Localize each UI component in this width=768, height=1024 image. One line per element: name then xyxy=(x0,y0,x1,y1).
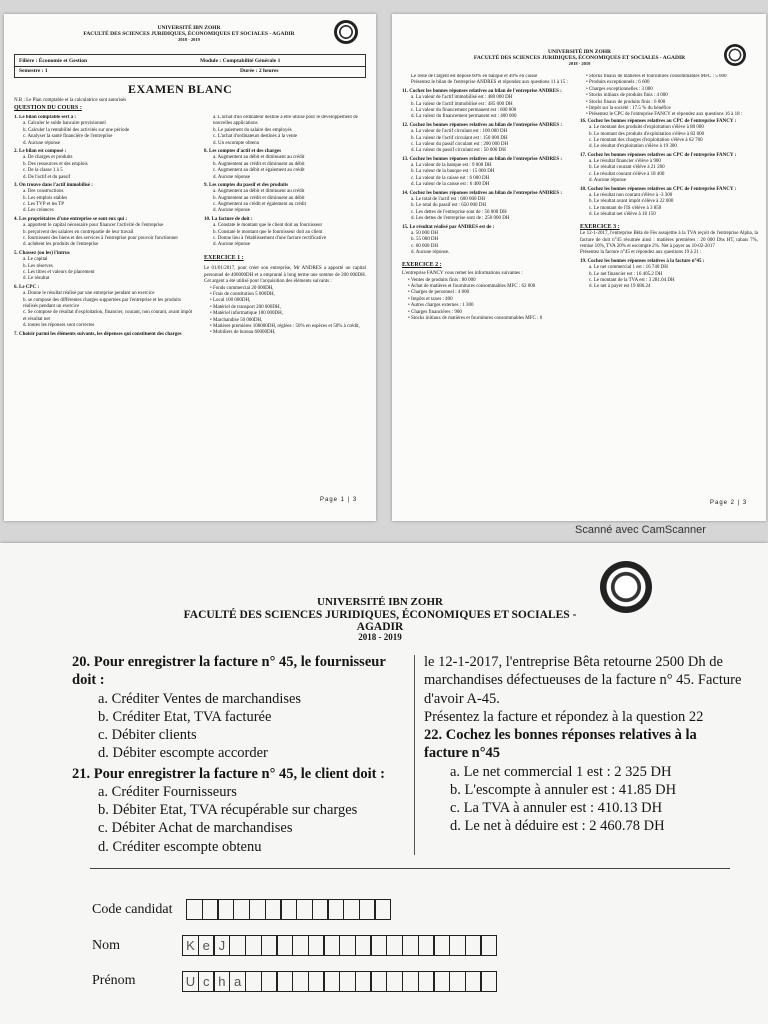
answer-option[interactable]: b. Calculer la rentabilité des activités sur une période xyxy=(23,127,130,133)
answer-option[interactable]: a. De charges et produits xyxy=(23,155,73,161)
questions-right-column xyxy=(424,653,742,863)
answer-option[interactable]: c. Les TVP et les TP xyxy=(23,202,65,208)
question-heading: 18. Cochez les bonnes réponses relatives au CPC de l'entreprise FANCY : xyxy=(580,186,737,192)
answer-option[interactable]: a. Créditer Fournisseurs xyxy=(98,783,237,800)
letter-box[interactable] xyxy=(465,935,482,956)
answer-option[interactable]: b. Le net financier est : 16 405.2 DH xyxy=(589,271,663,277)
answer-option[interactable]: b. Créditer Etat, TVA facturée xyxy=(98,708,272,725)
exercice-item: • Stocks initiaux de matières et fournitures consommables MFC : 0 xyxy=(408,315,543,321)
answer-option[interactable]: c. Augmentent au débit et également au crédit xyxy=(213,168,305,174)
letter-box[interactable] xyxy=(233,899,250,920)
question-heading: 9. Les comptes du passif et des produits xyxy=(204,182,289,188)
question-heading: 3. On trouve dans l'actif immobilisé : xyxy=(14,182,93,188)
letter-box[interactable] xyxy=(249,899,266,920)
letter-box[interactable] xyxy=(312,899,329,920)
nb-note: N.B : Le Plan comptable et la calculatrice sont autorisés xyxy=(14,98,127,103)
page-footer: Page 1 | 3 xyxy=(320,497,358,503)
letter-box[interactable] xyxy=(308,971,325,992)
answer-option[interactable]: d. La valeur du passif circulant est : 50 000 DH xyxy=(411,148,506,154)
faculty-name: FACULTÉ DES SCIENCES JURIDIQUES, ÉCONOMIQUES ET SOCIALES - AGADIR xyxy=(83,30,295,37)
letter-box[interactable] xyxy=(386,935,403,956)
letter-box[interactable] xyxy=(292,971,309,992)
letter-box[interactable] xyxy=(276,935,293,956)
exercice-3-text: Le 12-1-2017, l'entreprise Bêta de Fès assujettie à la TVA reçoit de l'entreprise Alpha, la facture de doit n°45 résumée ainsi : matières premières : 20 000 Dhs HT, rabais 7%, remise 10%, TVA 20% et escompte 2%. Net à payer au 10-02-2017 xyxy=(580,231,758,250)
question-heading: 4. Les propriétaires d'une entreprise se sont eux qui : xyxy=(14,216,128,222)
answer-option[interactable]: d. La valeur de la caisse est : 6 400 DH xyxy=(411,182,490,188)
questions-left-column xyxy=(14,115,196,505)
answer-option[interactable]: a. Le montant des produits d'exploitation s'élève à 80 000 xyxy=(589,125,704,131)
academic-year: 2018 - 2019 xyxy=(178,36,200,42)
question-heading: 16. Cochez les bonnes réponses relatives au CPC de l'entreprise FANCY : xyxy=(580,118,737,124)
letter-box[interactable] xyxy=(339,935,356,956)
answer-option[interactable]: d. Le net à déduire est : 2 460.78 DH xyxy=(450,818,665,835)
exercice-item: • Stocks finaux de produits finis : 6 000 xyxy=(586,99,666,105)
exercice-item: • Matériel de transport 200 000DH, xyxy=(210,304,281,310)
answer-option[interactable]: c. La valeur de la caisse est : 6 000 DH xyxy=(411,175,490,181)
letter-box[interactable] xyxy=(465,971,482,992)
answer-option[interactable]: d. Débiter escompte accorder xyxy=(98,745,268,762)
answer-option[interactable]: b. Débiter Etat, TVA récupérable sur charges xyxy=(98,802,358,819)
letter-box[interactable] xyxy=(402,935,419,956)
answer-option[interactable]: d. Aucune réponse xyxy=(589,178,627,184)
exercice-item: • Autres charges externes : 1 300 xyxy=(408,303,474,309)
letter-box[interactable] xyxy=(355,935,372,956)
question-heading: 7. Choisir parmi les éléments suivants, les dépenses qui constituent des charges xyxy=(14,331,182,337)
letter-box[interactable] xyxy=(261,971,278,992)
letter-box[interactable] xyxy=(186,899,203,920)
question-heading: 17. Cochez les bonnes réponses relatives au CPC de l'entreprise FANCY : xyxy=(580,152,737,158)
exercice-item: • Présentez le CPC de l'entreprise FANCY et répondez aux questions 16 à 18 : xyxy=(586,112,743,118)
university-seal-icon xyxy=(600,561,652,613)
module: Module : Comptabilité Générale 1 xyxy=(200,58,281,64)
university-name: UNIVERSITÉ IBN ZOHR xyxy=(317,596,443,608)
answer-option[interactable]: b. Le montant des produits d'exploitation s'élève à 82 000 xyxy=(589,131,705,137)
letter-box[interactable] xyxy=(418,971,435,992)
letter-box[interactable] xyxy=(323,971,340,992)
exercice-item: • Charges exceptionnelles : 3 000 xyxy=(586,86,653,92)
answer-option[interactable]: a. Augmentent au débit et diminuent au crédit xyxy=(213,189,305,195)
answer-option[interactable]: a. Constate le montant que le client doit au fournisseur xyxy=(213,223,323,229)
answer-option[interactable]: d. Aucune réponse xyxy=(213,208,251,214)
answer-option[interactable]: c. Débiter clients xyxy=(98,727,197,744)
exercice-item: • Marchandise 50 000DH, xyxy=(210,317,263,323)
answer-option[interactable]: d. Aucune réponse xyxy=(213,174,251,180)
answer-option[interactable]: c. Le montant des charges d'exploitation s'élève à 62 700 xyxy=(589,137,703,143)
exercice-item: • Matériel informatique 100 000DH, xyxy=(210,311,283,317)
answer-option[interactable]: a. Des constructions xyxy=(23,189,64,195)
answer-option[interactable]: a. La valeur de la banque est : 9 000 DH xyxy=(411,163,492,169)
answer-option[interactable]: c. Donne lieu à l'établissement d'une facture rectificative xyxy=(213,236,327,242)
answer-option[interactable]: a. Calculer le solde bancaire provisionnel xyxy=(23,121,106,127)
exercice-1-text: Le 01/01/2017, pour créer son entreprise, Mr ANDRES a apporté un capital personnel de 400000DH et a emprunté à long terme une somme de 200 000DH. Cet argent a été utilisé pour l'acquisition des éléments suivants : xyxy=(204,266,366,285)
answer-option[interactable]: d. Aucune réponse xyxy=(213,242,251,248)
academic-year: 2018 - 2019 xyxy=(358,631,402,642)
answer-option[interactable]: b. Le résultat courant s'élève à 21 200 xyxy=(589,165,665,171)
questions-left-column xyxy=(72,653,402,863)
answer-option[interactable]: b. La valeur de l'actif circulant est : 150 000 DH xyxy=(411,135,508,141)
answer-option[interactable]: b. 55 000 DH xyxy=(411,237,439,243)
letter-box[interactable] xyxy=(339,971,356,992)
exercice-item: • Achat de matières et fournitures consommables MFC : 62 000 xyxy=(408,284,536,289)
answer-option[interactable]: a. La valeur de l'actif circulant est : 100 000 DH xyxy=(411,129,508,135)
answer-option[interactable]: d. Le résultat xyxy=(23,276,50,282)
exercice-item: • Fonds commercial 20 000DH, xyxy=(210,285,274,291)
semestre: Semestre : 1 xyxy=(19,68,48,74)
prenom-label: Prénom xyxy=(92,973,136,988)
letter-box[interactable] xyxy=(480,971,497,992)
exercice-item: • Stocks finaux de matières et fournitures consommables MFC : 5 000 xyxy=(586,74,727,79)
answer-option[interactable]: b. Augmentent au crédit et diminuent au débit xyxy=(213,161,305,167)
exercice-item: • Impôt sur la société : 17.5 % du bénéfice xyxy=(586,105,671,111)
exercice-item: • Ventes de produits finis : 80 000 xyxy=(408,277,476,283)
answer-option[interactable]: c. Le résultat courant s'élève à 18 400 xyxy=(589,171,665,177)
question-heading: 12. Cochez les bonnes réponses relatives au bilan de l'entreprise ANDRES : xyxy=(402,122,563,128)
letter-box[interactable]: a xyxy=(229,971,246,992)
question-22: 22. Cochez les bonnes réponses relatives à la facture n°45 xyxy=(424,727,697,762)
duree: Durée : 2 heures xyxy=(240,68,279,74)
page-header xyxy=(432,50,727,66)
exercice-item: • Local 100 000DH, xyxy=(210,298,251,304)
exercice-item: • Impôts et taxes : 400 xyxy=(408,296,453,302)
exercice-item: • Mobiliers de bureau 60000DH, xyxy=(210,330,276,336)
question-20: 20. Pour enregistrer la facture n° 45, le fournisseur doit : xyxy=(72,654,386,689)
question-heading: 13. Cochez les bonnes réponses relatives au bilan de l'entreprise ANDRES : xyxy=(402,156,563,162)
avoir-text: le 12-1-2017, l'entreprise Bêta retourne 2500 Dh de marchandises défectueuses de la facture n° 45. Facture d'avoir A-45. xyxy=(424,654,742,707)
letter-box[interactable] xyxy=(359,899,376,920)
letter-box[interactable] xyxy=(355,971,372,992)
answer-option[interactable]: c. L'achat d'ordinateurs destinés à la vente xyxy=(213,134,298,140)
letter-box[interactable]: U xyxy=(182,971,199,992)
prenom-field[interactable] xyxy=(182,971,496,992)
letter-box[interactable] xyxy=(327,899,344,920)
answer-option[interactable]: a. Le total de l'actif est : 600 000 DH xyxy=(411,197,485,203)
answer-option[interactable]: a. 50 000 DH xyxy=(411,230,438,236)
answer-option[interactable]: a. La valeur de l'actif immobilisé est : 480 000 DH xyxy=(411,95,513,101)
letter-box[interactable] xyxy=(276,971,293,992)
question-heading: 8. Les comptes d'actif et des charges xyxy=(204,148,282,154)
exercice-3-title: EXERCICE 3 : xyxy=(580,223,620,230)
exercice-item: • Produits exceptionnels : 6 600 xyxy=(586,80,650,86)
answer-option[interactable]: d. Aucune réponse xyxy=(23,140,61,146)
question-heading: 11. Cochez les bonnes réponses relatives au bilan de l'entreprise ANDRES : xyxy=(402,88,562,94)
letter-box[interactable] xyxy=(449,935,466,956)
letter-box[interactable] xyxy=(402,971,419,992)
faculty-name: FACULTÉ DES SCIENCES JURIDIQUES, ÉCONOMIQUES ET SOCIALES - AGADIR xyxy=(183,608,577,633)
letter-box[interactable]: J xyxy=(213,935,230,956)
letter-box[interactable] xyxy=(292,935,309,956)
page-header xyxy=(160,597,600,642)
letter-box[interactable] xyxy=(217,899,234,920)
answer-option[interactable]: c. De la classe 1 à 5 xyxy=(23,168,63,174)
answer-option[interactable]: b. L'escompte à annuler est : 41.85 DH xyxy=(450,781,677,798)
answer-option[interactable]: b. perçoivent des salaires en contrepartie de leur travail xyxy=(23,229,134,235)
answer-option[interactable]: b. Le paiement du salaire des employés xyxy=(213,127,292,133)
letter-box[interactable] xyxy=(480,935,497,956)
page-footer: Page 2 | 3 xyxy=(710,500,748,506)
answer-option[interactable]: c. La valeur du financement permanent est : 600 000 xyxy=(411,107,517,113)
answer-option[interactable]: d. toutes les réponses sont correctes xyxy=(23,323,95,329)
letter-box[interactable] xyxy=(433,935,450,956)
exam-page-2 xyxy=(392,14,766,521)
exercice-item: • Stocks initiaux de produits finis : 4 000 xyxy=(586,93,668,99)
answer-option[interactable]: d. Un escompte obtenu xyxy=(213,140,260,146)
info-box xyxy=(14,54,366,78)
form-separator xyxy=(90,868,730,869)
answer-option[interactable]: b. La valeur de la banque est : 15 000 DH xyxy=(411,169,495,175)
answer-option[interactable]: d. achètent les produits de l'entreprise xyxy=(23,242,99,248)
letter-box[interactable] xyxy=(374,899,391,920)
exercice-2-title: EXERCICE 2 : xyxy=(402,261,442,268)
answer-option[interactable]: a. Le capital xyxy=(23,257,48,263)
question-heading: 14. Cochez les bonnes réponses relatives au bilan de l'entreprise ANDRES : xyxy=(402,190,563,196)
answer-option[interactable]: b. Les réserves xyxy=(23,263,53,269)
answer-option[interactable]: b. Des ressources et des emplois xyxy=(23,161,88,167)
letter-box[interactable]: K xyxy=(182,935,199,956)
answer-option[interactable]: a. Le résultat financier s'élève à 900 xyxy=(589,159,661,165)
code-candidat-field[interactable] xyxy=(186,899,390,920)
letter-box[interactable] xyxy=(265,899,282,920)
university-name: UNIVERSITÉ IBN ZOHR xyxy=(157,25,221,31)
answer-option[interactable]: c. Débiter Achat de marchandises xyxy=(98,820,293,837)
letter-box[interactable] xyxy=(229,935,246,956)
letter-box[interactable] xyxy=(296,899,313,920)
letter-box[interactable] xyxy=(386,971,403,992)
answer-option[interactable]: d. Les créances xyxy=(23,208,54,214)
answer-option[interactable]: d. Le net à payer est 19 686.24 xyxy=(589,284,651,290)
exercice-item: • Frais de constitution 5 000DH, xyxy=(210,292,275,298)
letter-box[interactable] xyxy=(418,935,435,956)
answer-option[interactable]: a. Le résultat non courant s'élève à -3 300 xyxy=(589,193,673,199)
answer-option[interactable]: b. La valeur de l'actif immobilisé est : 485 000 DH xyxy=(411,101,513,107)
answer-option[interactable]: d. Aucune réponse. xyxy=(411,250,450,256)
letter-box[interactable] xyxy=(343,899,360,920)
letter-box[interactable]: c xyxy=(198,971,215,992)
section-title: QUESTION DU COURS : xyxy=(14,105,82,111)
question-heading: 2. Le bilan est composé : xyxy=(14,148,67,154)
exercice-3-instruction: Présentez la facture n°45 et répondez aux questions 19 à 21 : xyxy=(580,250,702,256)
answer-option[interactable]: Le reste de l'argent est déposé 60% en banque et 40% en caisse xyxy=(411,74,538,79)
answer-option[interactable]: d. La valeur du financement permanent est : 400 000 xyxy=(411,114,517,120)
letter-box[interactable] xyxy=(370,971,387,992)
letter-box[interactable] xyxy=(202,899,219,920)
letter-box[interactable]: e xyxy=(198,935,215,956)
answer-option[interactable]: c. Augmentent au crédit et également au crédit xyxy=(213,202,307,208)
nom-label: Nom xyxy=(92,938,120,953)
exercice-item: • Charges financières : 900 xyxy=(408,309,462,315)
university-name: UNIVERSITÉ IBN ZOHR xyxy=(548,49,611,55)
column-divider xyxy=(414,655,415,855)
answer-option[interactable]: c. Les dettes de l'entreprise sont de : 50 000 DH xyxy=(411,209,507,215)
answer-option[interactable]: d. De l'actif et du passif xyxy=(23,174,71,180)
page-header xyxy=(44,26,334,42)
answer-option[interactable]: d. Les dettes de l'entreprise sont de : 250 000 DH xyxy=(411,216,510,222)
question-heading: 6. Le CPC : xyxy=(14,284,39,290)
answer-option[interactable]: c. Se compose de résultat d'exploitation, financier, courant, non courant, avant impôt et résultat net xyxy=(23,310,193,322)
answer-option[interactable]: c. fournissent des biens et des services à l'entreprise pour pouvoir fonctionner xyxy=(23,236,179,242)
filiere: Filière : Économie et Gestion xyxy=(19,58,88,64)
avoir-instruction: Présentez la facture et répondez à la question 22 xyxy=(424,708,704,725)
nom-field[interactable] xyxy=(182,935,496,956)
question-heading: 15. Le résultat réalisé par ANDRES est de : xyxy=(402,224,495,230)
letter-box[interactable] xyxy=(245,935,262,956)
answer-option[interactable]: c. Les titres et valeurs de placement xyxy=(23,269,95,275)
answer-option[interactable]: c. Le montant de l'IS s'élève à 3 850 xyxy=(589,205,662,211)
exercice-item: • Matières premières 100000DH, réglées : 50% en espèces et 50% à crédit, xyxy=(210,324,360,329)
exam-title: EXAMEN BLANC xyxy=(128,82,233,96)
university-seal-icon xyxy=(724,44,746,66)
letter-box[interactable] xyxy=(449,971,466,992)
answer-option[interactable]: d. Le résultat d'exploitation s'élève à 19 300 xyxy=(589,144,677,150)
answer-option[interactable]: c. La valeur du passif circulant est : 200 000 DH xyxy=(411,141,509,147)
questions-right-column xyxy=(580,74,758,489)
answer-option[interactable]: b. se compose des différentes charges supportées par l'entreprise et les produits réalisés pendant un exercice xyxy=(23,297,181,309)
letter-box[interactable] xyxy=(323,935,340,956)
answer-option[interactable]: a. Augmentent au débit et diminuent au crédit xyxy=(213,155,305,161)
answer-option[interactable]: Présentez le bilan de l'entreprise ANDRES et répondez aux questions 11 à 15 : xyxy=(411,80,568,86)
exercice-1-title: EXERCICE 1 : xyxy=(204,254,244,261)
question-heading: 10. La facture de doit : xyxy=(204,216,253,222)
answer-option[interactable]: a. Donne le résultat réalisé par une entreprise pendant un exercice xyxy=(23,291,155,297)
letter-box[interactable] xyxy=(433,971,450,992)
university-seal-icon xyxy=(334,20,358,44)
question-19: 19. Cochez les bonnes réponses relatives à la facture n°45 : xyxy=(580,258,705,264)
answer-option[interactable]: c. Le montant de la TVA est : 3 281.04 DH xyxy=(589,278,675,283)
questions-right-column xyxy=(204,115,366,505)
answer-option[interactable]: b. Le total du passif est : 650 000 DH xyxy=(411,203,486,209)
answer-option[interactable]: c. La TVA à annuler est : 410.13 DH xyxy=(450,800,663,817)
answer-option[interactable]: d. Créditer escompte obtenu xyxy=(98,838,262,855)
letter-box[interactable] xyxy=(245,971,262,992)
letter-box[interactable]: h xyxy=(213,971,230,992)
exercice-item: • Charges de personnel : 4 000 xyxy=(408,290,470,296)
answer-option[interactable]: c. 60 000 DH xyxy=(411,243,438,249)
question-heading: 1. Le bilan comptable sert à : xyxy=(14,115,77,120)
answer-option[interactable]: b. Augmentent au crédit et diminuent au débit xyxy=(213,195,305,201)
exam-page-3 xyxy=(0,543,768,1024)
answer-option[interactable]: b. Constate le montant que le fournisseur doit au client xyxy=(213,229,323,235)
answer-option[interactable]: b. Le résultat avant impôt s'élève à 22 000 xyxy=(589,199,674,205)
letter-box[interactable] xyxy=(280,899,297,920)
questions-left-column xyxy=(402,74,572,489)
question-21: 21. Pour enregistrer la facture n° 45, le client doit : xyxy=(72,765,385,782)
letter-box[interactable] xyxy=(370,935,387,956)
academic-year: 2018 - 2019 xyxy=(568,60,591,66)
question-heading: 5. Chassez (ou les) l'intrus xyxy=(14,250,70,256)
answer-option[interactable]: a. Le net commercial 1 est : 16 740 DH xyxy=(589,265,668,271)
answer-option[interactable]: d. Le résultat net s'élève à 18 150 xyxy=(589,212,656,218)
answer-option[interactable]: a. Le net commercial 1 est : 2 325 DH xyxy=(450,763,672,780)
exam-page-1 xyxy=(4,14,376,521)
answer-option[interactable]: a. apportent le capital nécessaire pour financer l'activité de l'entreprise xyxy=(23,223,164,229)
answer-option[interactable]: b. Les emplois stables xyxy=(23,195,68,201)
camscanner-watermark: Scanné avec CamScanner xyxy=(575,524,706,536)
code-candidat-label: Code candidat xyxy=(92,902,173,917)
answer-option[interactable]: a. L'achat d'un ordinateur destiné à être utilisé pour le développement de nouvelles applications xyxy=(213,115,358,127)
faculty-name: FACULTÉ DES SCIENCES JURIDIQUES, ÉCONOMIQUES ET SOCIALES - AGADIR xyxy=(473,54,686,61)
letter-box[interactable] xyxy=(261,935,278,956)
answer-option[interactable]: c. Analyser la santé financière de l'entreprise xyxy=(23,134,113,140)
exercice-2-text: L'entreprise FANCY vous remet les informations suivantes : xyxy=(402,271,523,277)
answer-option[interactable]: a. Créditer Ventes de marchandises xyxy=(98,690,302,707)
letter-box[interactable] xyxy=(308,935,325,956)
